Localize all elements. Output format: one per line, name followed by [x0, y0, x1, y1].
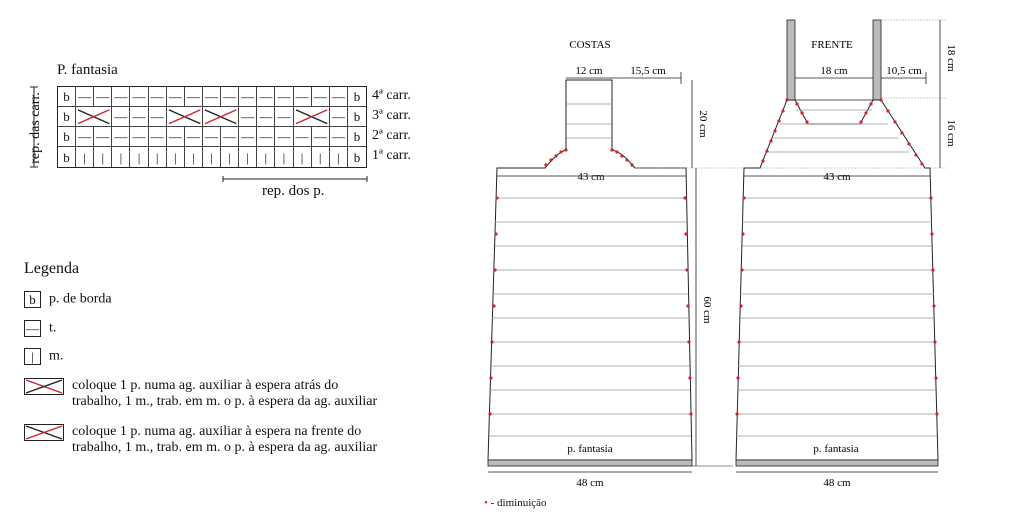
purl-cell: —: [312, 127, 330, 147]
knit-cell: |: [167, 147, 185, 167]
front-dim-side: 10,5 cm: [886, 65, 922, 77]
legend-item-edge-stitch: [24, 291, 112, 308]
legend-text: trabalho, 1 m., trab. em m. o p. à espera da ag. auxiliar: [72, 440, 378, 455]
chart-row: [58, 107, 366, 128]
knit-cell: |: [294, 147, 312, 167]
purl-cell: —: [330, 127, 348, 147]
purl-cell: —: [275, 107, 293, 128]
stitch-chart-title: P. fantasia: [57, 62, 118, 78]
chart-row: [58, 87, 366, 107]
back-dim-width-top: 43 cm: [577, 171, 605, 183]
knit-cell: |: [221, 147, 239, 167]
knit-cell: |: [149, 147, 167, 167]
front-dim-neck-height: 16 cm: [945, 119, 957, 147]
purl-symbol: —: [26, 320, 39, 336]
front-dim-width-bottom: 48 cm: [823, 477, 851, 489]
edge-stitch-cell: b: [58, 127, 76, 147]
front-strap-right: [873, 20, 881, 100]
purl-cell: —: [76, 87, 94, 107]
purl-cell: —: [239, 87, 257, 107]
cable-back-icon: [24, 378, 64, 395]
back-piece: [488, 39, 945, 489]
purl-cell: —: [221, 127, 239, 147]
edge-stitch-cell: b: [58, 87, 76, 107]
cable-cross-icon: [203, 107, 239, 128]
cable-cross-icon: [76, 107, 112, 128]
purl-cell: —: [112, 87, 130, 107]
purl-cell: —: [239, 107, 257, 128]
knit-cell: |: [312, 147, 330, 167]
cable-cross-icon: [294, 107, 330, 128]
front-dim-strap-height: 18 cm: [945, 44, 957, 72]
edge-stitch-cell: b: [348, 107, 366, 128]
purl-cell: —: [149, 127, 167, 147]
edge-stitch-cell: b: [348, 127, 366, 147]
purl-cell: —: [257, 127, 275, 147]
cable-cross-icon: [167, 107, 203, 128]
purl-cell: —: [257, 87, 275, 107]
back-dim-strap: 12 cm: [575, 65, 603, 77]
purl-cell: —: [239, 127, 257, 147]
front-ribbing: [736, 460, 938, 466]
purl-cell: —: [112, 127, 130, 147]
purl-cell: —: [312, 87, 330, 107]
front-dim-width-top: 43 cm: [823, 171, 851, 183]
knit-cell: |: [112, 147, 130, 167]
purl-cell: —: [112, 107, 130, 128]
back-dim-side: 15,5 cm: [630, 65, 666, 77]
front-pattern-label: p. fantasia: [813, 443, 859, 455]
legend-title: Legenda: [24, 260, 80, 277]
purl-cell: —: [203, 87, 221, 107]
knit-cell: |: [203, 147, 221, 167]
purl-cell: —: [275, 87, 293, 107]
legend-item-purl: [24, 320, 56, 337]
purl-cell: —: [149, 107, 167, 128]
purl-cell: —: [330, 107, 348, 128]
knit-cell: |: [185, 147, 203, 167]
legend-text: coloque 1 p. numa ag. auxiliar à espera atrás do: [72, 378, 339, 393]
purl-cell: —: [257, 107, 275, 128]
knit-cell: |: [330, 147, 348, 167]
purl-cell: —: [130, 107, 148, 128]
chart-row: [58, 127, 366, 147]
front-title: FRENTE: [811, 39, 853, 51]
legend-item-knit: [24, 348, 63, 365]
legend-item-cable-front: [24, 424, 377, 456]
legend-text: t.: [49, 320, 57, 336]
purl-cell: —: [76, 127, 94, 147]
purl-cell: —: [203, 127, 221, 147]
edge-stitch-cell: b: [348, 87, 366, 107]
purl-cell: —: [94, 87, 112, 107]
rows-repeat-label: rep. das carr.: [28, 92, 43, 164]
row-label-3: 3ª carr.: [372, 108, 411, 123]
decrease-note-text: - diminuição: [487, 497, 547, 509]
knit-cell: |: [94, 147, 112, 167]
cable-front-icon: [24, 424, 64, 441]
knit-cell: |: [76, 147, 94, 167]
stitches-repeat-label: rep. dos p.: [262, 183, 325, 199]
decrease-dot-icon: •: [484, 497, 488, 509]
legend-text: p. de borda: [49, 291, 112, 307]
purl-cell: —: [275, 127, 293, 147]
stitch-chart-grid: [57, 86, 367, 168]
purl-cell: —: [94, 127, 112, 147]
back-dim-height-top: 20 cm: [697, 110, 709, 138]
chart-row: [58, 147, 366, 167]
front-strap-left: [787, 20, 795, 100]
back-title: COSTAS: [569, 39, 611, 51]
decrease-legend-note: [484, 497, 547, 509]
row-label-4: 4ª carr.: [372, 88, 411, 103]
row-label-1: 1ª carr.: [372, 148, 411, 163]
knit-cell: |: [275, 147, 293, 167]
purl-cell: —: [185, 127, 203, 147]
purl-cell: —: [294, 127, 312, 147]
back-dim-width-bottom: 48 cm: [576, 477, 604, 489]
front-outline: [736, 100, 938, 460]
back-ribbing: [488, 460, 692, 466]
purl-cell: —: [130, 87, 148, 107]
purl-cell: —: [221, 87, 239, 107]
edge-stitch-cell: b: [58, 107, 76, 128]
legend-item-cable-back: [24, 378, 377, 410]
purl-cell: —: [330, 87, 348, 107]
purl-cell: —: [167, 87, 185, 107]
edge-stitch-symbol: b: [24, 291, 41, 308]
purl-cell: —: [167, 127, 185, 147]
stitches-repeat-bracket: [222, 176, 368, 182]
legend-text: m.: [49, 348, 64, 364]
row-label-2: 2ª carr.: [372, 128, 411, 143]
back-pattern-label: p. fantasia: [567, 443, 613, 455]
back-decrease-markers: [488, 148, 692, 415]
purl-cell: —: [185, 87, 203, 107]
back-dim-height-body: 60 cm: [701, 296, 713, 324]
knit-symbol: |: [24, 348, 41, 365]
front-stripes: [736, 198, 937, 436]
knit-cell: |: [257, 147, 275, 167]
knit-cell: |: [130, 147, 148, 167]
purl-cell: —: [149, 87, 167, 107]
front-decrease-markers: [735, 98, 938, 415]
knit-cell: |: [239, 147, 257, 167]
front-dim-neck: 18 cm: [820, 65, 848, 77]
legend-text: coloque 1 p. numa ag. auxiliar à espera na frente do: [72, 424, 362, 439]
edge-stitch-cell: b: [58, 147, 76, 167]
purl-cell: —: [130, 127, 148, 147]
edge-stitch-cell: b: [353, 149, 361, 165]
legend-text: trabalho, 1 m., trab. em m. o p. à espera da ag. auxiliar: [72, 394, 378, 409]
back-stripes: [489, 198, 691, 436]
purl-cell: —: [294, 87, 312, 107]
garment-schematics: [480, 18, 957, 498]
front-piece: [735, 20, 957, 489]
